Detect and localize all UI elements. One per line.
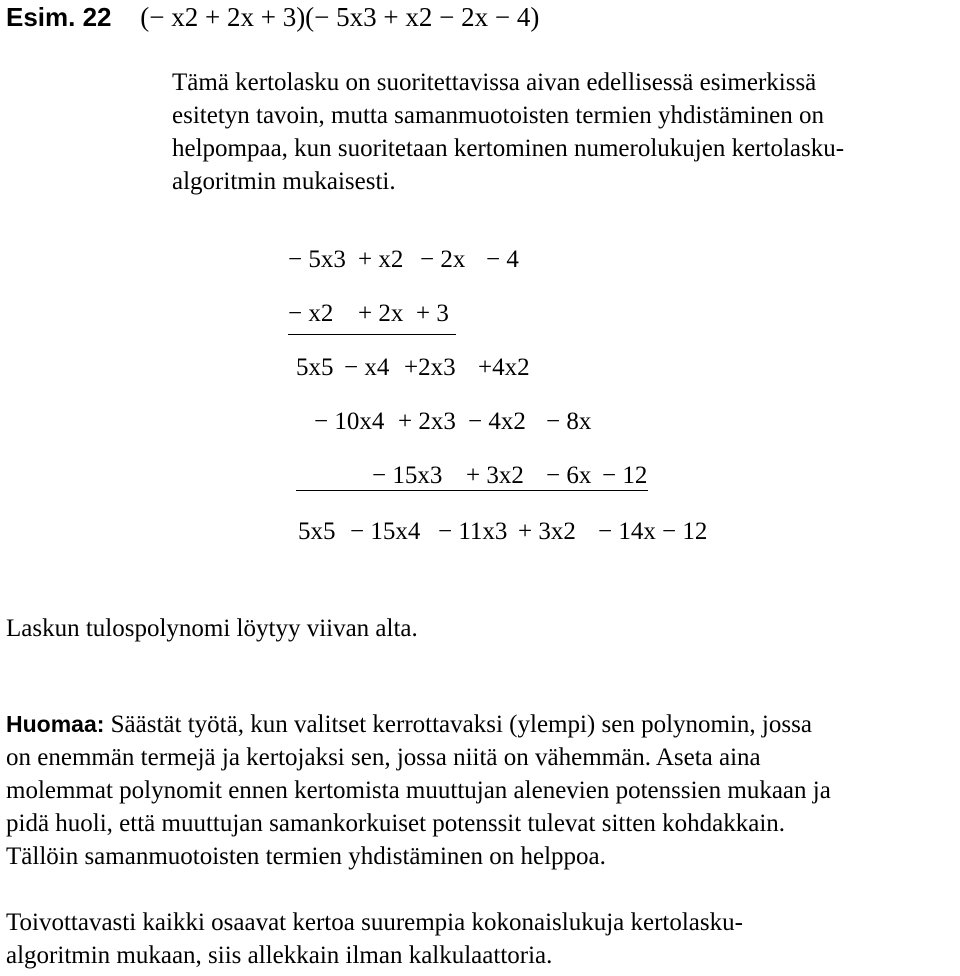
closing-line: Toivottavasti kaikki osaavat kertoa suurempia kokonaislukuja kertolasku- bbox=[6, 909, 743, 936]
multiplier-underline bbox=[288, 334, 456, 335]
partial-term: − 10x4 bbox=[314, 408, 385, 435]
multiplicand-term: − 5x3 bbox=[288, 246, 346, 273]
result-note bbox=[6, 612, 418, 645]
intro-line: helpompaa, kun suoritetaan kertominen numerolukujen kertolasku- bbox=[172, 135, 845, 162]
result-term: − 12 bbox=[662, 518, 708, 545]
result-line bbox=[296, 490, 648, 491]
example-header bbox=[6, 2, 539, 33]
result-term: + 3x2 bbox=[518, 518, 576, 545]
partial-term: − x4 bbox=[344, 354, 390, 381]
partial-term: − 8x bbox=[546, 408, 592, 435]
result-note-text: Laskun tulospolynomi löytyy viivan alta. bbox=[6, 615, 418, 642]
partial-term: − 4x2 bbox=[468, 408, 526, 435]
multiplier-term: + 2x bbox=[358, 300, 404, 327]
partial-term: + 3x2 bbox=[466, 462, 524, 489]
partial-term: − 6x bbox=[546, 462, 592, 489]
note-line: on enemmän termejä ja kertojaksi sen, jossa niitä on vähemmän. Aseta aina bbox=[6, 744, 761, 771]
partial-term: − 15x3 bbox=[372, 462, 443, 489]
multiplicand-term: − 2x bbox=[420, 246, 466, 273]
closing-paragraph bbox=[6, 906, 743, 972]
result-term: − 14x bbox=[598, 518, 656, 545]
partial-term: +4x2 bbox=[478, 354, 530, 381]
example-expression: (− x2 + 2x + 3)(− 5x3 + x2 − 2x − 4) bbox=[140, 2, 540, 32]
intro-line: Tämä kertolasku on suoritettavissa aivan edellisessä esimerkissä bbox=[172, 69, 817, 96]
example-label: Esim. 22 bbox=[6, 2, 112, 32]
intro-line: algoritmin mukaisesti. bbox=[172, 168, 396, 195]
multiplicand-term: − 4 bbox=[486, 246, 519, 273]
note-line: pidä huoli, että muuttujan samankorkuiset potenssit tulevat sitten kohdakkain. bbox=[6, 810, 786, 837]
note-paragraph bbox=[6, 708, 831, 873]
multiplier-term: + 3 bbox=[416, 300, 449, 327]
intro-line: esitetyn tavoin, mutta samanmuotoisten termien yhdistäminen on bbox=[172, 102, 824, 129]
intro-paragraph bbox=[172, 66, 928, 198]
result-term: 5x5 bbox=[298, 518, 336, 545]
note-line: Säästät työtä, kun valitset kerrottavaksi (ylempi) sen polynomin, jossa bbox=[110, 711, 812, 738]
result-term: − 15x4 bbox=[350, 518, 421, 545]
result-term: − 11x3 bbox=[438, 518, 508, 545]
multiplier-term: − x2 bbox=[288, 300, 334, 327]
partial-term: 5x5 bbox=[296, 354, 334, 381]
closing-line: algoritmin mukaan, siis allekkain ilman kalkulaattoria. bbox=[6, 942, 553, 969]
partial-term: +2x3 bbox=[404, 354, 456, 381]
note-line: Tällöin samanmuotoisten termien yhdistäminen on helppoa. bbox=[6, 843, 606, 870]
partial-term: + 2x3 bbox=[398, 408, 456, 435]
note-label: Huomaa: bbox=[6, 711, 105, 737]
note-line: molemmat polynomit ennen kertomista muuttujan alenevien potenssien mukaan ja bbox=[6, 777, 831, 804]
multiplicand-term: + x2 bbox=[358, 246, 404, 273]
partial-term: − 12 bbox=[602, 462, 648, 489]
